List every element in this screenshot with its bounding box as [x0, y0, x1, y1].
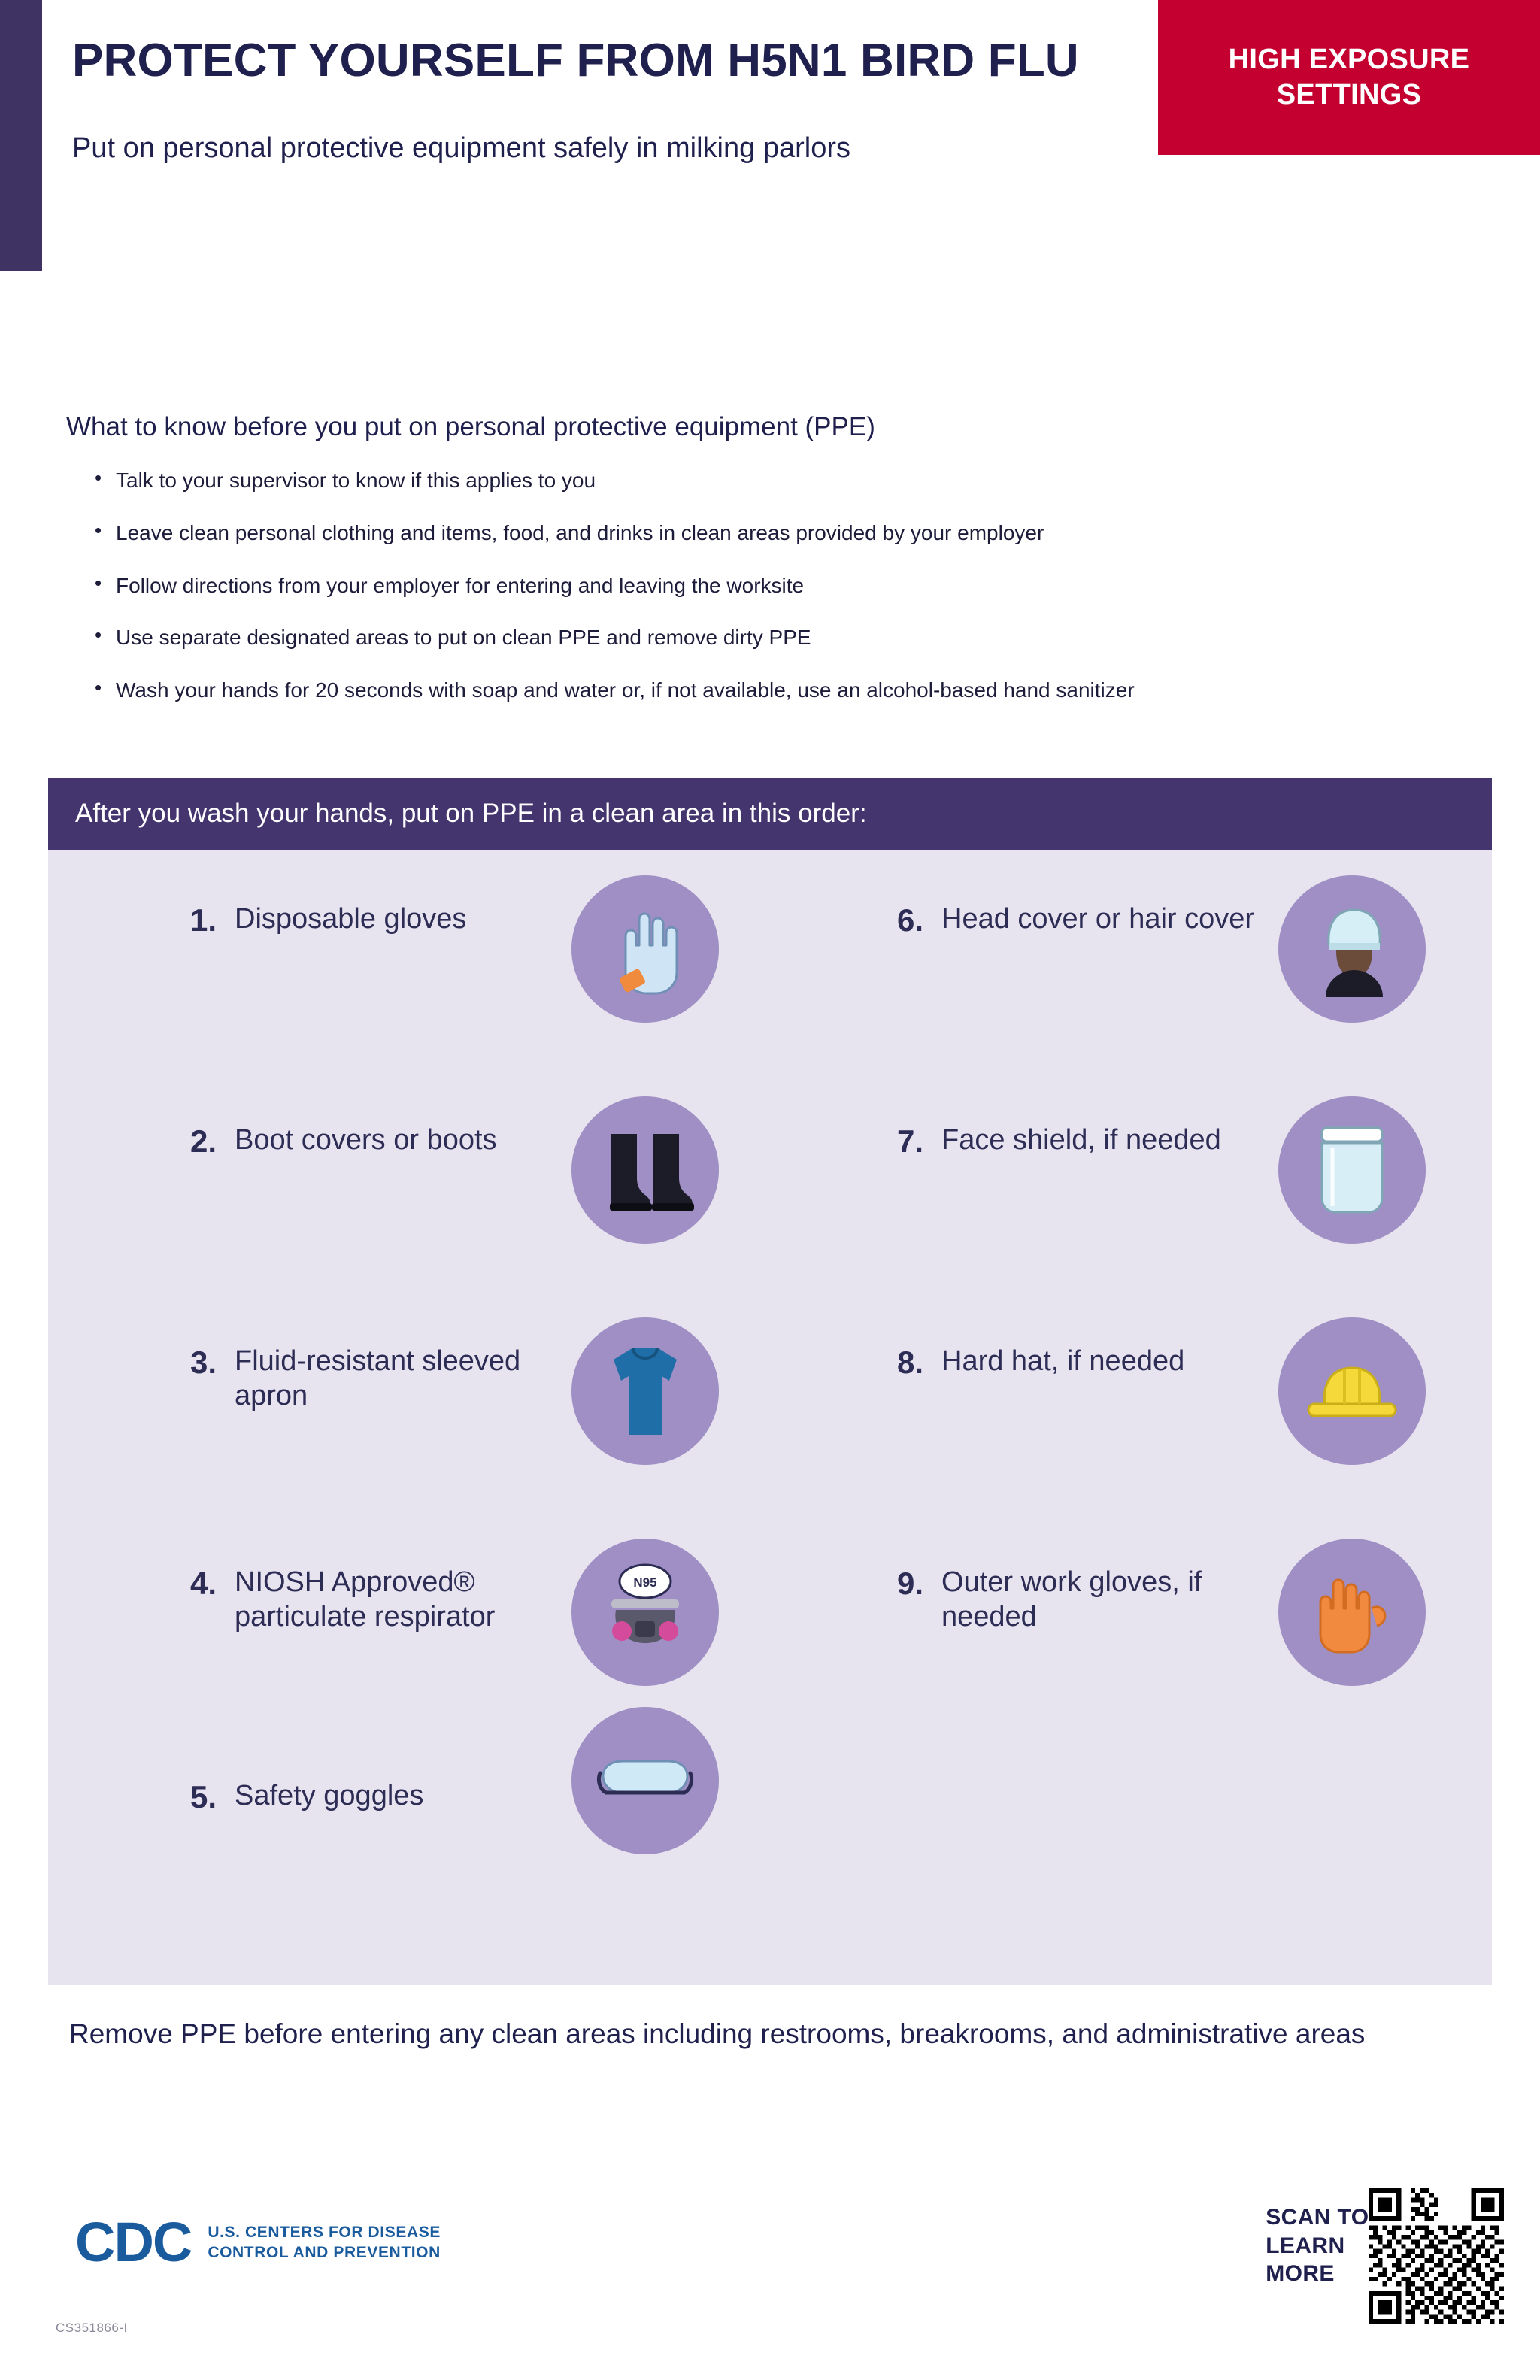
ppe-item-number: 4. — [189, 1566, 217, 1601]
face-shield-icon — [1278, 1096, 1426, 1244]
ppe-item-boots — [161, 1123, 793, 1244]
scan-line2: LEARN — [1266, 2233, 1345, 2258]
ppe-item-label: Fluid-resistant sleeved apron — [235, 1345, 521, 1411]
ppe-order-panel — [48, 850, 1492, 1985]
apron-icon — [571, 1317, 719, 1465]
ppe-item-apron — [161, 1345, 793, 1465]
list-item: • Follow directions from your employer for entering and leaving the worksite — [66, 572, 1487, 600]
cdc-logo-line2: CONTROL AND PREVENTION — [208, 2244, 441, 2261]
cdc-logo-text — [208, 2222, 441, 2263]
page-subtitle: Put on personal protective equipment safely in milking parlors — [72, 132, 850, 165]
what-to-know-heading: What to know before you put on personal protective equipment (PPE) — [66, 412, 875, 441]
ppe-item-number: 6. — [896, 902, 923, 938]
ppe-item-head-cover — [868, 902, 1499, 1023]
ppe-item-label: Hard hat, if needed — [941, 1345, 1185, 1377]
respirator-icon — [571, 1539, 719, 1686]
high-exposure-badge: HIGH EXPOSURE SETTINGS — [1158, 0, 1540, 155]
cdc-logo — [75, 2211, 441, 2273]
ppe-item-respirator — [161, 1566, 793, 1686]
ppe-column-right — [868, 902, 1499, 1787]
ppe-item-label: Head cover or hair cover — [941, 903, 1255, 935]
ppe-item-face-shield — [868, 1123, 1499, 1244]
ppe-item-label: Disposable gloves — [235, 903, 467, 935]
disposable-gloves-icon — [571, 875, 719, 1023]
list-item: • Leave clean personal clothing and items, food, and drinks in clean areas provided by your employer — [66, 519, 1487, 547]
boots-icon — [571, 1096, 719, 1244]
ppe-item-number: 7. — [896, 1123, 923, 1159]
ppe-item-work-gloves — [868, 1566, 1499, 1686]
hard-hat-icon — [1278, 1317, 1426, 1465]
scan-text — [1266, 2203, 1369, 2288]
scan-line3: MORE — [1266, 2261, 1335, 2286]
scan-line1: SCAN TO — [1266, 2205, 1369, 2230]
what-to-know-list — [66, 466, 1487, 705]
qr-code[interactable] — [1369, 2188, 1504, 2324]
list-item: • Wash your hands for 20 seconds with soap and water or, if not available, use an alcohol-based hand sanitizer — [66, 676, 1487, 705]
cs-code: CS351866-I — [56, 2321, 128, 2335]
ppe-order-band — [48, 778, 1492, 850]
list-item: • Use separate designated areas to put on clean PPE and remove dirty PPE — [66, 623, 1487, 652]
ppe-order-band-label: After you wash your hands, put on PPE in a clean area in this order: — [75, 799, 867, 828]
svg-text:N95: N95 — [633, 1575, 657, 1590]
ppe-item-label: Boot covers or boots — [235, 1124, 497, 1156]
ppe-item-number: 2. — [189, 1123, 217, 1159]
ppe-item-number: 9. — [896, 1566, 923, 1601]
ppe-item-disposable-gloves — [161, 902, 793, 1023]
ppe-item-label: Outer work gloves, if needed — [941, 1566, 1202, 1633]
ppe-item-hard-hat — [868, 1345, 1499, 1465]
ppe-item-number: 5. — [189, 1779, 217, 1815]
ppe-item-goggles — [161, 1779, 793, 1878]
ppe-item-label: Safety goggles — [235, 1780, 424, 1812]
work-gloves-icon — [1278, 1539, 1426, 1686]
cdc-logo-line1: U.S. CENTERS FOR DISEASE — [208, 2223, 441, 2241]
ppe-item-label: Face shield, if needed — [941, 1124, 1221, 1156]
head-cover-icon — [1278, 875, 1426, 1023]
ppe-item-number: 1. — [189, 902, 217, 938]
ppe-item-number: 3. — [189, 1345, 217, 1380]
remove-ppe-note: Remove PPE before entering any clean areas including restrooms, breakrooms, and administrative areas — [69, 2018, 1366, 2049]
ppe-item-number: 8. — [896, 1345, 923, 1380]
header — [72, 33, 1095, 168]
ppe-column-left — [161, 902, 793, 1979]
ppe-item-label: NIOSH Approved® particulate respirator — [235, 1566, 496, 1633]
goggles-icon — [571, 1707, 719, 1854]
what-to-know-section — [66, 412, 1487, 729]
page-title: PROTECT YOURSELF FROM H5N1 BIRD FLU — [72, 35, 1079, 86]
left-accent-bar — [0, 0, 42, 271]
cdc-logo-mark: CDC — [75, 2211, 192, 2273]
list-item: • Talk to your supervisor to know if this applies to you — [66, 466, 1487, 495]
